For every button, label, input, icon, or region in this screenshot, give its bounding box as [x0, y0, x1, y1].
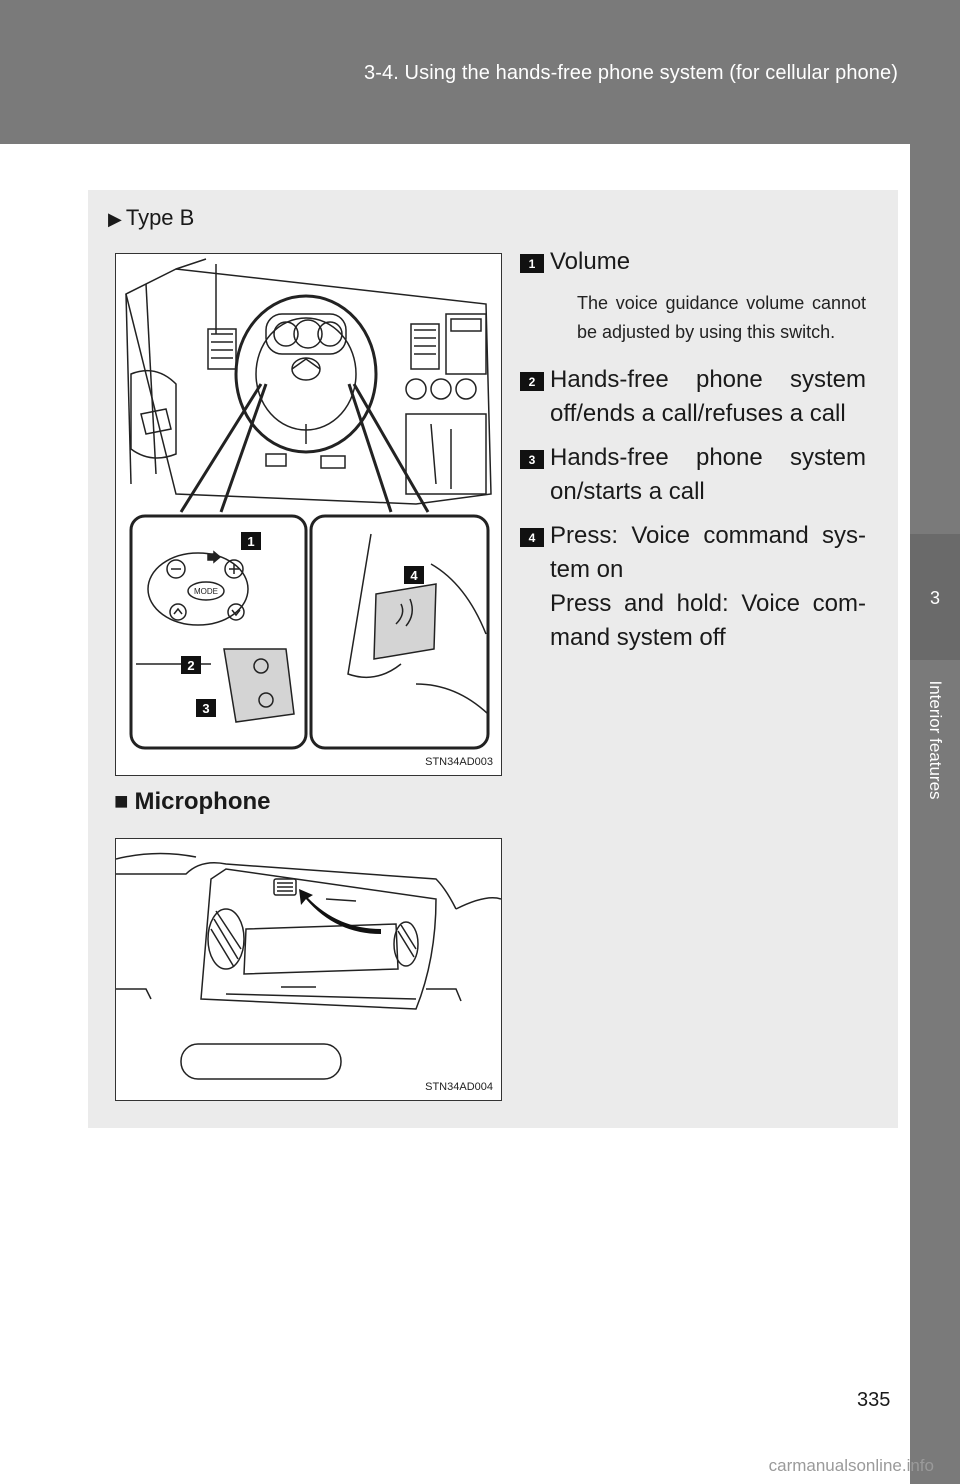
- callout-text: Hands-free phone system off/ends a call/refuses a call: [550, 366, 866, 427]
- type-label-text: Type B: [125, 205, 195, 230]
- callout-number-3: 3: [520, 450, 544, 469]
- triangle-right-icon: ▶: [108, 209, 122, 229]
- header-title: 3-4. Using the hands-free phone system (for cellular phone): [364, 62, 898, 84]
- type-label: [108, 205, 194, 231]
- microphone-figure: [115, 838, 502, 1101]
- callout-text: Hands-free phone system on/starts a call: [550, 444, 866, 505]
- callout-number-2: 2: [520, 372, 544, 391]
- figure1-code: STN34AD003: [425, 756, 493, 768]
- callout-number-1: 1: [520, 254, 544, 273]
- fig1-badge-2: 2: [187, 658, 195, 673]
- callout-text: Volume: [550, 248, 631, 275]
- fig1-badge-3: 3: [202, 701, 210, 716]
- callout-1: [520, 245, 866, 353]
- mode-label: MODE: [194, 587, 218, 596]
- steering-wheel-illustration: [116, 254, 501, 775]
- section-title: [114, 788, 271, 816]
- figure2-code: STN34AD004: [425, 1081, 493, 1093]
- page-number: 335: [857, 1389, 891, 1411]
- chapter-number: 3: [929, 588, 940, 608]
- chapter-title: Interior features: [926, 680, 945, 800]
- callout-list: [520, 245, 866, 665]
- steering-wheel-figure: [115, 253, 502, 776]
- callout-2: [520, 363, 866, 431]
- fig1-badge-4: 4: [410, 568, 418, 583]
- callout-number-4: 4: [520, 528, 544, 547]
- square-bullet-icon: ■: [114, 788, 129, 815]
- callout-3: [520, 441, 866, 509]
- footer-watermark: carmanualsonline.info: [768, 1456, 934, 1475]
- callout-text-2: Press and hold: Voice com-mand system off: [550, 590, 866, 651]
- callout-note: The voice guidance volume cannot be adjusted by using this switch.: [577, 293, 866, 342]
- microphone-illustration: [116, 839, 501, 1100]
- section-title-text: Microphone: [134, 788, 271, 815]
- side-tab-lower: [910, 194, 960, 1484]
- header-bar: [0, 0, 960, 144]
- callout-text: Press: Voice command sys-tem on: [550, 522, 866, 583]
- callout-4: [520, 519, 866, 655]
- fig1-badge-1: 1: [247, 534, 255, 549]
